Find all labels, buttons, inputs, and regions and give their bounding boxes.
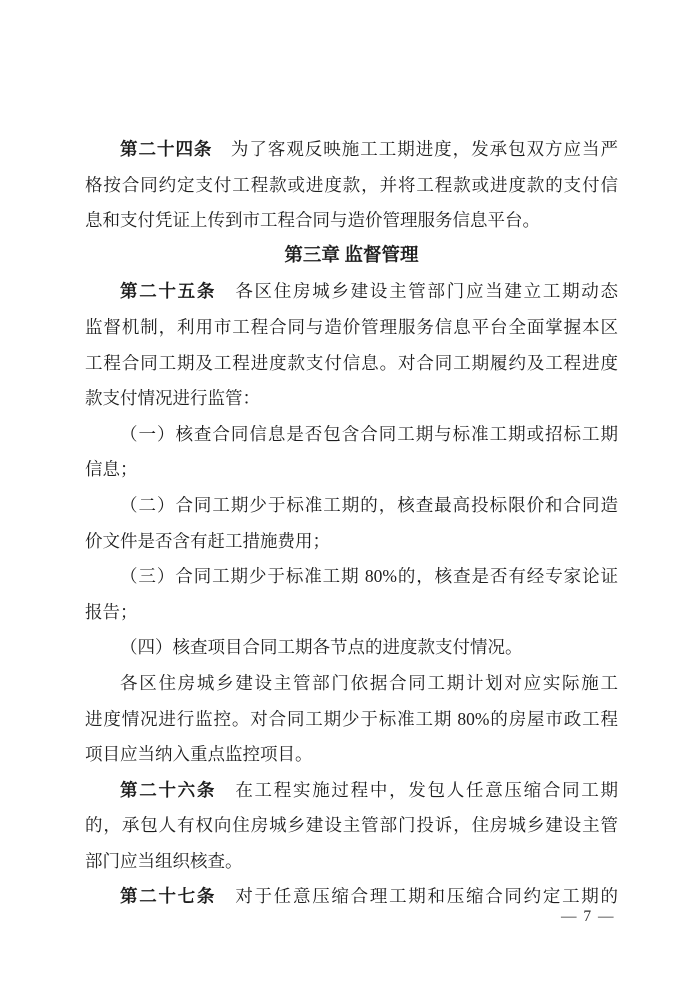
line-text: 工程合同工期及工程进度款支付信息。对合同工期履约及工程进度 — [85, 352, 618, 373]
article-number: 第二十六条 — [120, 779, 217, 800]
line-text: 为了客观反映施工工期进度，发承包双方应当严 — [212, 139, 619, 159]
paragraph-line — [85, 808, 618, 844]
paragraph-line — [85, 346, 618, 382]
list-item-line — [85, 488, 618, 524]
paragraph-line — [85, 168, 618, 204]
list-item-line — [85, 630, 618, 666]
paragraph-line — [85, 203, 618, 239]
article-number: 第二十四条 — [120, 139, 213, 159]
list-item-line — [85, 595, 618, 631]
line-text: （四）核查项目合同工期各节点的进度款支付情况。 — [120, 637, 523, 658]
paragraph-line — [85, 737, 618, 773]
chapter-heading — [85, 239, 618, 275]
article-number: 第二十七条 — [120, 886, 217, 907]
page-number: — 7 — — [561, 908, 615, 925]
line-text: 在工程实施过程中，发包人任意压缩合同工期 — [216, 779, 619, 800]
paragraph-line — [85, 310, 618, 346]
paragraph-line — [85, 844, 618, 880]
line-text: 部门应当组织核查。 — [85, 850, 243, 871]
line-text: 息和支付凭证上传到市工程合同与造价管理服务信息平台。 — [85, 210, 540, 231]
line-text: 的，承包人有权向住房城乡建设主管部门投诉，住房城乡建设主管 — [85, 815, 618, 836]
list-item-line — [85, 417, 618, 453]
chapter-heading-text: 第三章 监督管理 — [284, 245, 419, 266]
line-text: 信息； — [85, 459, 138, 480]
line-text: （二）合同工期少于标准工期的，核查最高投标限价和合同造 — [120, 494, 618, 515]
document-body — [85, 132, 618, 915]
line-text: 报告； — [85, 601, 138, 622]
paragraph-line — [85, 702, 618, 738]
line-text: 项目应当纳入重点监控项目。 — [85, 744, 313, 765]
line-text: 各区住房城乡建设主管部门依据合同工期计划对应实际施工 — [120, 672, 618, 693]
paragraph-line — [85, 773, 618, 809]
paragraph-line — [85, 132, 618, 168]
line-text: 格按合同约定支付工程款或进度款，并将工程款或进度款的支付信 — [85, 174, 618, 195]
line-text: 对于任意压缩合理工期和压缩合同约定工期的 — [216, 886, 619, 907]
paragraph-line — [85, 274, 618, 310]
line-text: 监督机制，利用市工程合同与造价管理服务信息平台全面掌握本区 — [85, 316, 618, 337]
paragraph-line — [85, 381, 618, 417]
line-text: （一）核查合同信息是否包含合同工期与标准工期或招标工期 — [120, 423, 618, 444]
line-text: 各区住房城乡建设主管部门应当建立工期动态 — [216, 281, 619, 302]
list-item-line — [85, 559, 618, 595]
paragraph-line — [85, 879, 618, 915]
article-number: 第二十五条 — [120, 281, 217, 302]
line-text: 价文件是否含有赶工措施费用； — [85, 530, 330, 551]
line-text: 款支付情况进行监管： — [85, 388, 260, 409]
list-item-line — [85, 452, 618, 488]
line-text: 进度情况进行监控。对合同工期少于标准工期 80%的房屋市政工程 — [85, 708, 618, 729]
line-text: （三）合同工期少于标准工期 80%的，核查是否有经专家论证 — [120, 566, 618, 587]
list-item-line — [85, 524, 618, 560]
paragraph-line — [85, 666, 618, 702]
